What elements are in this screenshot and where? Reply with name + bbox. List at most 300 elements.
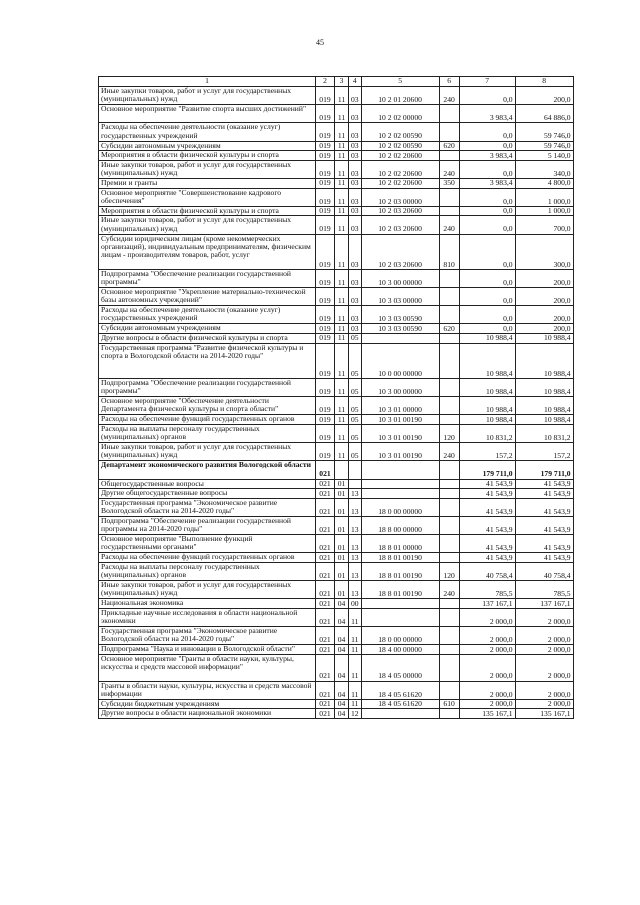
subsection-code: 13 <box>349 553 362 563</box>
table-row <box>99 343 574 378</box>
section-code: 11 <box>335 324 349 334</box>
target-article-code: 18 0 00 00000 <box>361 627 439 645</box>
target-article-code: 10 3 03 00000 <box>361 288 439 306</box>
row-name: Другие вопросы в области физической культуры и спорта <box>99 334 316 344</box>
expense-type-code: 240 <box>439 216 459 234</box>
expense-type-code: 120 <box>439 425 459 443</box>
section-code: 11 <box>335 160 349 178</box>
row-name: Государственная программа "Экономическое развитие Вологодской области на 2014-2020 годы" <box>99 627 316 645</box>
amount-year-2: 157,2 <box>515 443 573 461</box>
admin-code: 021 <box>316 681 335 699</box>
table-row <box>99 581 574 599</box>
amount-year-2: 41 543,9 <box>515 498 573 516</box>
amount-year-1: 10 988,4 <box>459 379 515 397</box>
table-row <box>99 608 574 626</box>
expense-type-code <box>439 461 459 479</box>
subsection-code: 05 <box>349 397 362 415</box>
admin-code: 019 <box>316 269 335 287</box>
column-header: 6 <box>439 77 459 87</box>
table-row <box>99 489 574 499</box>
expense-type-code: 620 <box>439 141 459 151</box>
section-code: 04 <box>335 654 349 681</box>
admin-code: 019 <box>316 160 335 178</box>
amount-year-2: 10 831,2 <box>515 425 573 443</box>
admin-code: 019 <box>316 379 335 397</box>
expense-type-code: 810 <box>439 234 459 269</box>
subsection-code: 03 <box>349 269 362 287</box>
target-article-code: 18 0 00 00000 <box>361 498 439 516</box>
table-row <box>99 324 574 334</box>
amount-year-2: 1 000,0 <box>515 188 573 206</box>
target-article-code: 10 0 00 00000 <box>361 343 439 378</box>
column-header: 7 <box>459 77 515 87</box>
amount-year-2: 64 886,0 <box>515 105 573 123</box>
row-name: Государственная программа "Развитие физической культуры и спорта в Вологодской области на 2014-2020 годы" <box>99 343 316 378</box>
amount-year-2: 179 711,0 <box>515 461 573 479</box>
section-code: 04 <box>335 699 349 709</box>
table-row <box>99 160 574 178</box>
amount-year-2: 41 543,9 <box>515 489 573 499</box>
expense-type-code <box>439 479 459 489</box>
section-code <box>335 461 349 479</box>
target-article-code: 18 8 01 00190 <box>361 553 439 563</box>
table-row <box>99 479 574 489</box>
amount-year-2: 10 988,4 <box>515 379 573 397</box>
admin-code: 021 <box>316 654 335 681</box>
expense-type-code <box>439 105 459 123</box>
amount-year-2: 340,0 <box>515 160 573 178</box>
column-header: 3 <box>335 77 349 87</box>
row-name: Субсидии автономным учреждениям <box>99 141 316 151</box>
amount-year-1: 0,0 <box>459 123 515 141</box>
admin-code: 019 <box>316 188 335 206</box>
section-code: 11 <box>335 216 349 234</box>
subsection-code: 03 <box>349 324 362 334</box>
amount-year-1: 137 167,1 <box>459 599 515 609</box>
admin-code: 019 <box>316 123 335 141</box>
table-row <box>99 151 574 161</box>
target-article-code: 10 2 03 20600 <box>361 206 439 216</box>
table-row <box>99 123 574 141</box>
expense-type-code <box>439 334 459 344</box>
target-article-code: 18 4 00 00000 <box>361 645 439 655</box>
admin-code: 019 <box>316 324 335 334</box>
amount-year-2: 2 000,0 <box>515 627 573 645</box>
target-article-code: 18 4 05 61620 <box>361 681 439 699</box>
target-article-code: 10 3 03 00590 <box>361 306 439 324</box>
admin-code: 019 <box>316 151 335 161</box>
table-row <box>99 562 574 580</box>
admin-code: 021 <box>316 553 335 563</box>
admin-code: 021 <box>316 581 335 599</box>
table-row <box>99 535 574 553</box>
subsection-code: 11 <box>349 681 362 699</box>
target-article-code: 10 2 02 00000 <box>361 105 439 123</box>
target-article-code: 10 3 01 00190 <box>361 443 439 461</box>
subsection-code: 03 <box>349 87 362 105</box>
expense-type-code: 620 <box>439 324 459 334</box>
row-name: Мероприятия в области физической культуры и спорта <box>99 206 316 216</box>
table-row <box>99 599 574 609</box>
amount-year-1: 3 983,4 <box>459 105 515 123</box>
amount-year-2: 200,0 <box>515 288 573 306</box>
amount-year-1: 0,0 <box>459 160 515 178</box>
admin-code: 021 <box>316 627 335 645</box>
table-row <box>99 306 574 324</box>
section-code: 11 <box>335 151 349 161</box>
amount-year-1: 135 167,1 <box>459 709 515 719</box>
target-article-code: 10 2 02 20600 <box>361 151 439 161</box>
section-code: 04 <box>335 709 349 719</box>
amount-year-1: 41 543,9 <box>459 516 515 534</box>
expense-type-code <box>439 151 459 161</box>
section-code: 11 <box>335 178 349 188</box>
amount-year-1: 2 000,0 <box>459 681 515 699</box>
expense-type-code <box>439 654 459 681</box>
table-row <box>99 516 574 534</box>
target-article-code <box>361 334 439 344</box>
page-number: 45 <box>316 38 324 47</box>
row-name: Субсидии юридическим лицам (кроме некоммерческих организаций), индивидуальным предпринимателям, физическим лицам - производителям товаров, работ, услуг <box>99 234 316 269</box>
row-name: Подпрограмма "Обеспечение реализации государственной программы" <box>99 269 316 287</box>
expense-type-code <box>439 306 459 324</box>
expense-type-code: 350 <box>439 178 459 188</box>
subsection-code: 05 <box>349 415 362 425</box>
section-code: 01 <box>335 562 349 580</box>
subsection-code: 11 <box>349 654 362 681</box>
row-name: Национальная экономика <box>99 599 316 609</box>
amount-year-1: 0,0 <box>459 188 515 206</box>
admin-code: 021 <box>316 599 335 609</box>
expense-type-code <box>439 535 459 553</box>
expense-type-code <box>439 608 459 626</box>
subsection-code: 00 <box>349 599 362 609</box>
table-row <box>99 397 574 415</box>
target-article-code <box>361 709 439 719</box>
amount-year-2: 2 000,0 <box>515 699 573 709</box>
section-code: 01 <box>335 581 349 599</box>
subsection-code: 03 <box>349 206 362 216</box>
row-name: Расходы на выплаты персоналу государственных (муниципальных) органов <box>99 425 316 443</box>
row-name: Основное мероприятие "Совершенствование кадрового обеспечения" <box>99 188 316 206</box>
section-code: 01 <box>335 489 349 499</box>
subsection-code: 13 <box>349 516 362 534</box>
table-row <box>99 699 574 709</box>
amount-year-2: 41 543,9 <box>515 535 573 553</box>
section-code: 11 <box>335 234 349 269</box>
row-name: Другие вопросы в области национальной экономики <box>99 709 316 719</box>
table-row <box>99 553 574 563</box>
expense-type-code <box>439 489 459 499</box>
target-article-code: 10 2 02 20600 <box>361 160 439 178</box>
row-name: Расходы на обеспечение функций государственных органов <box>99 553 316 563</box>
amount-year-1: 0,0 <box>459 87 515 105</box>
target-article-code: 10 3 00 00000 <box>361 269 439 287</box>
admin-code: 019 <box>316 443 335 461</box>
amount-year-1: 41 543,9 <box>459 489 515 499</box>
row-name: Иные закупки товаров, работ и услуг для государственных (муниципальных) нужд <box>99 581 316 599</box>
table-row <box>99 288 574 306</box>
subsection-code: 03 <box>349 234 362 269</box>
target-article-code <box>361 461 439 479</box>
admin-code: 021 <box>316 709 335 719</box>
expense-type-code <box>439 645 459 655</box>
row-name: Подпрограмма "Обеспечение реализации государственной программы на 2014-2020 годы" <box>99 516 316 534</box>
amount-year-2: 10 988,4 <box>515 397 573 415</box>
target-article-code: 10 2 03 20600 <box>361 234 439 269</box>
admin-code: 019 <box>316 306 335 324</box>
subsection-code: 13 <box>349 498 362 516</box>
amount-year-1: 785,5 <box>459 581 515 599</box>
amount-year-1: 0,0 <box>459 306 515 324</box>
admin-code: 019 <box>316 334 335 344</box>
subsection-code: 05 <box>349 343 362 378</box>
table-row <box>99 498 574 516</box>
section-code: 11 <box>335 141 349 151</box>
amount-year-2: 300,0 <box>515 234 573 269</box>
amount-year-2: 4 800,0 <box>515 178 573 188</box>
admin-code: 021 <box>316 608 335 626</box>
row-name: Другие общегосударственные вопросы <box>99 489 316 499</box>
expense-type-code <box>439 269 459 287</box>
expense-type-code <box>439 709 459 719</box>
amount-year-1: 0,0 <box>459 141 515 151</box>
admin-code: 019 <box>316 206 335 216</box>
amount-year-1: 157,2 <box>459 443 515 461</box>
row-name: Подпрограмма "Наука и инновации в Вологодской области" <box>99 645 316 655</box>
expense-type-code <box>439 553 459 563</box>
table-row <box>99 269 574 287</box>
section-code: 11 <box>335 343 349 378</box>
expense-type-code: 240 <box>439 443 459 461</box>
admin-code: 021 <box>316 479 335 489</box>
expense-type-code <box>439 415 459 425</box>
column-header: 1 <box>99 77 316 87</box>
row-name: Расходы на обеспечение деятельности (оказание услуг) государственных учреждений <box>99 306 316 324</box>
subsection-code: 13 <box>349 489 362 499</box>
table-row <box>99 379 574 397</box>
column-header: 4 <box>349 77 362 87</box>
expense-type-code <box>439 599 459 609</box>
target-article-code: 18 8 00 00000 <box>361 516 439 534</box>
subsection-code: 03 <box>349 105 362 123</box>
target-article-code: 18 8 01 00190 <box>361 581 439 599</box>
expense-type-code <box>439 288 459 306</box>
amount-year-2: 200,0 <box>515 87 573 105</box>
section-code: 11 <box>335 443 349 461</box>
table-row <box>99 654 574 681</box>
expense-type-code: 240 <box>439 87 459 105</box>
section-code: 01 <box>335 479 349 489</box>
amount-year-1: 41 543,9 <box>459 498 515 516</box>
section-code: 04 <box>335 608 349 626</box>
table-row <box>99 206 574 216</box>
table-row <box>99 645 574 655</box>
amount-year-1: 179 711,0 <box>459 461 515 479</box>
amount-year-1: 2 000,0 <box>459 645 515 655</box>
expense-type-code: 240 <box>439 160 459 178</box>
table-row <box>99 216 574 234</box>
amount-year-2: 5 140,0 <box>515 151 573 161</box>
target-article-code: 18 8 01 00000 <box>361 535 439 553</box>
admin-code: 019 <box>316 425 335 443</box>
amount-year-2: 700,0 <box>515 216 573 234</box>
table-row <box>99 709 574 719</box>
section-code: 11 <box>335 379 349 397</box>
row-name: Департамент экономического развития Вологодской области <box>99 461 316 479</box>
row-name: Субсидии автономным учреждениям <box>99 324 316 334</box>
expense-type-code <box>439 397 459 415</box>
amount-year-1: 40 758,4 <box>459 562 515 580</box>
section-code: 11 <box>335 105 349 123</box>
section-code: 04 <box>335 627 349 645</box>
amount-year-1: 10 988,4 <box>459 334 515 344</box>
target-article-code: 18 8 01 00190 <box>361 562 439 580</box>
admin-code: 019 <box>316 343 335 378</box>
row-name: Иные закупки товаров, работ и услуг для государственных (муниципальных) нужд <box>99 443 316 461</box>
target-article-code: 18 4 05 00000 <box>361 654 439 681</box>
subsection-code: 11 <box>349 699 362 709</box>
table-row <box>99 681 574 699</box>
section-code: 01 <box>335 535 349 553</box>
target-article-code: 10 3 01 00190 <box>361 425 439 443</box>
amount-year-2: 200,0 <box>515 306 573 324</box>
admin-code: 019 <box>316 141 335 151</box>
expense-type-code <box>439 343 459 378</box>
expense-type-code <box>439 123 459 141</box>
target-article-code: 18 4 05 61620 <box>361 699 439 709</box>
admin-code: 019 <box>316 87 335 105</box>
amount-year-2: 41 543,9 <box>515 516 573 534</box>
expense-type-code <box>439 681 459 699</box>
subsection-code: 13 <box>349 581 362 599</box>
table-row <box>99 188 574 206</box>
admin-code: 021 <box>316 699 335 709</box>
subsection-code: 11 <box>349 608 362 626</box>
subsection-code <box>349 479 362 489</box>
admin-code: 021 <box>316 461 335 479</box>
amount-year-1: 10 988,4 <box>459 397 515 415</box>
target-article-code: 10 3 03 00590 <box>361 324 439 334</box>
admin-code: 019 <box>316 178 335 188</box>
column-header: 2 <box>316 77 335 87</box>
table-row <box>99 425 574 443</box>
amount-year-2: 40 758,4 <box>515 562 573 580</box>
section-code: 04 <box>335 599 349 609</box>
table-row <box>99 443 574 461</box>
section-code: 11 <box>335 306 349 324</box>
row-name: Общегосударственные вопросы <box>99 479 316 489</box>
subsection-code: 11 <box>349 645 362 655</box>
admin-code: 021 <box>316 489 335 499</box>
row-name: Мероприятия в области физической культуры и спорта <box>99 151 316 161</box>
row-name: Основное мероприятие "Развитие спорта высших достижений" <box>99 105 316 123</box>
section-code: 04 <box>335 645 349 655</box>
amount-year-1: 41 543,9 <box>459 535 515 553</box>
target-article-code <box>361 599 439 609</box>
amount-year-1: 0,0 <box>459 216 515 234</box>
expense-type-code <box>439 627 459 645</box>
amount-year-1: 41 543,9 <box>459 553 515 563</box>
column-header: 5 <box>361 77 439 87</box>
subsection-code: 03 <box>349 123 362 141</box>
subsection-code: 03 <box>349 188 362 206</box>
admin-code: 019 <box>316 397 335 415</box>
section-code: 11 <box>335 415 349 425</box>
subsection-code: 03 <box>349 151 362 161</box>
row-name: Подпрограмма "Обеспечение реализации государственной программы" <box>99 379 316 397</box>
subsection-code: 05 <box>349 379 362 397</box>
subsection-code: 05 <box>349 443 362 461</box>
amount-year-2: 2 000,0 <box>515 608 573 626</box>
row-name: Основное мероприятие "Укрепление материально-технической базы автономных учреждений" <box>99 288 316 306</box>
section-code: 01 <box>335 498 349 516</box>
amount-year-1: 2 000,0 <box>459 699 515 709</box>
amount-year-1: 3 983,4 <box>459 178 515 188</box>
target-article-code <box>361 608 439 626</box>
admin-code: 021 <box>316 498 335 516</box>
subsection-code: 13 <box>349 562 362 580</box>
amount-year-1: 0,0 <box>459 234 515 269</box>
expense-type-code <box>439 516 459 534</box>
row-name: Расходы на обеспечение функций государственных органов <box>99 415 316 425</box>
amount-year-2: 2 000,0 <box>515 645 573 655</box>
table-row <box>99 178 574 188</box>
admin-code: 019 <box>316 288 335 306</box>
section-code: 11 <box>335 397 349 415</box>
table-row <box>99 105 574 123</box>
section-code: 11 <box>335 87 349 105</box>
subsection-code: 03 <box>349 306 362 324</box>
target-article-code <box>361 489 439 499</box>
table-row <box>99 415 574 425</box>
section-code: 11 <box>335 188 349 206</box>
section-code: 11 <box>335 425 349 443</box>
expense-type-code <box>439 188 459 206</box>
subsection-code: 05 <box>349 425 362 443</box>
admin-code: 019 <box>316 234 335 269</box>
subsection-code: 11 <box>349 627 362 645</box>
admin-code: 021 <box>316 645 335 655</box>
section-code: 01 <box>335 553 349 563</box>
section-code: 11 <box>335 269 349 287</box>
row-name: Основное мероприятие "Гранты в области науки, культуры, искусства и средств массовой информации" <box>99 654 316 681</box>
amount-year-2: 41 543,9 <box>515 479 573 489</box>
target-article-code: 10 2 03 00000 <box>361 188 439 206</box>
amount-year-2: 135 167,1 <box>515 709 573 719</box>
budget-table <box>98 76 574 719</box>
subsection-code <box>349 461 362 479</box>
section-code: 11 <box>335 288 349 306</box>
amount-year-2: 200,0 <box>515 324 573 334</box>
subsection-code: 12 <box>349 709 362 719</box>
amount-year-1: 41 543,9 <box>459 479 515 489</box>
row-name: Основное мероприятие "Обеспечение деятельности Департамента физической культуры и спорта области" <box>99 397 316 415</box>
row-name: Расходы на обеспечение деятельности (оказание услуг) государственных учреждений <box>99 123 316 141</box>
section-code: 01 <box>335 516 349 534</box>
amount-year-2: 10 988,4 <box>515 415 573 425</box>
table-row <box>99 334 574 344</box>
subsection-code: 03 <box>349 178 362 188</box>
amount-year-1: 0,0 <box>459 288 515 306</box>
row-name: Иные закупки товаров, работ и услуг для государственных (муниципальных) нужд <box>99 160 316 178</box>
target-article-code: 10 3 00 00000 <box>361 379 439 397</box>
target-article-code: 10 3 01 00000 <box>361 397 439 415</box>
admin-code: 021 <box>316 535 335 553</box>
target-article-code: 10 2 03 20600 <box>361 216 439 234</box>
subsection-code: 03 <box>349 141 362 151</box>
table-row <box>99 234 574 269</box>
